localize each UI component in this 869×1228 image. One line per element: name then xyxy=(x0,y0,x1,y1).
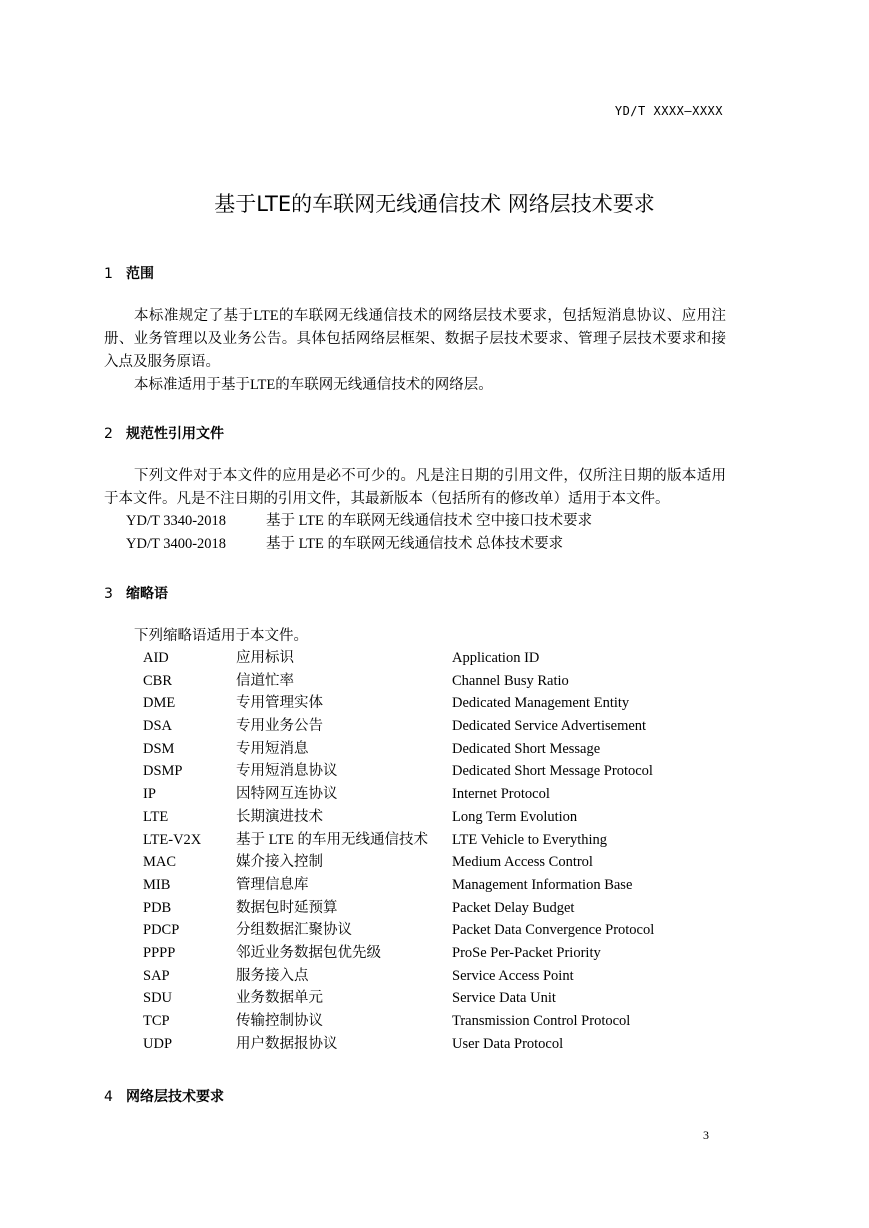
abbr-chinese: 业务数据单元 xyxy=(236,990,323,1007)
section-3-heading xyxy=(104,583,168,603)
abbr-term: DSA xyxy=(143,718,173,735)
abbr-english: ProSe Per-Packet Priority xyxy=(452,944,601,961)
abbr-chinese: 邻近业务数据包优先级 xyxy=(236,944,381,961)
reference-code: YD/T 3340-2018 xyxy=(126,513,227,529)
section-title: 缩略语 xyxy=(126,586,168,602)
abbr-english: Medium Access Control xyxy=(452,854,593,871)
abbr-chinese: 分组数据汇聚协议 xyxy=(236,922,352,939)
abbreviation-row xyxy=(143,1033,654,1056)
abbr-chinese: 管理信息库 xyxy=(236,876,309,893)
abbr-chinese: 专用业务公告 xyxy=(236,718,323,735)
abbr-chinese: 专用短消息 xyxy=(236,740,309,757)
abbreviation-row xyxy=(143,760,654,783)
section-number: 2 xyxy=(104,426,113,442)
abbr-english: Long Term Evolution xyxy=(452,808,578,825)
abbr-chinese: 服务接入点 xyxy=(236,967,309,984)
abbr-english: Dedicated Service Advertisement xyxy=(452,718,647,735)
abbr-term: AID xyxy=(143,650,169,666)
abbreviation-row xyxy=(143,829,654,852)
abbr-english: Transmission Control Protocol xyxy=(452,1013,631,1029)
abbr-english: Packet Delay Budget xyxy=(452,899,575,916)
abbreviation-row xyxy=(143,874,654,897)
abbr-chinese: 专用短消息协议 xyxy=(236,763,338,780)
reference-item xyxy=(126,533,563,556)
reference-title: 基于 LTE 的车联网无线通信技术 总体技术要求 xyxy=(266,536,564,552)
abbreviation-row xyxy=(143,851,654,874)
abbr-term: TCP xyxy=(143,1013,170,1029)
abbr-english: User Data Protocol xyxy=(452,1035,564,1052)
abbr-english: Dedicated Management Entity xyxy=(452,695,630,712)
section-2-heading xyxy=(104,423,224,443)
abbreviation-row xyxy=(143,806,654,829)
abbreviation-row xyxy=(143,738,654,761)
abbr-english: Dedicated Short Message Protocol xyxy=(452,763,653,780)
abbr-term: PDCP xyxy=(143,922,180,939)
scope-body xyxy=(104,305,726,397)
abbreviation-row xyxy=(143,987,654,1010)
abbreviation-row xyxy=(143,715,654,738)
abbr-english: Internet Protocol xyxy=(452,786,550,803)
abbreviations-table xyxy=(143,647,654,1055)
abbr-chinese: 应用标识 xyxy=(236,650,294,666)
abbreviation-row xyxy=(143,965,654,988)
abbreviation-row xyxy=(143,919,654,942)
abbreviation-row xyxy=(143,1010,654,1033)
section-1-heading xyxy=(104,263,154,283)
abbr-term: IP xyxy=(143,786,156,803)
scope-paragraph-2: 本标准适用于基于LTE的车联网无线通信技术的网络层。 xyxy=(134,377,493,393)
abbr-term: LTE xyxy=(143,808,169,825)
abbr-english: LTE Vehicle to Everything xyxy=(452,831,608,848)
abbreviation-row xyxy=(143,942,654,965)
abbr-chinese: 长期演进技术 xyxy=(236,808,323,825)
section-title: 规范性引用文件 xyxy=(126,426,224,442)
abbr-chinese: 传输控制协议 xyxy=(236,1013,323,1029)
page-number: 3 xyxy=(703,1128,709,1142)
references-intro: 下列文件对于本文件的应用是必不可少的。凡是注日期的引用文件，仅所注日期的版本适用于本文件。凡是不注日期的引用文件，其最新版本（包括所有的修改单）适用于本文件。 xyxy=(104,468,726,507)
abbr-term: MAC xyxy=(143,854,177,871)
abbr-chinese: 基于 LTE 的车用无线通信技术 xyxy=(236,831,428,848)
abbr-chinese: 数据包时延预算 xyxy=(236,899,338,916)
abbr-chinese: 信道忙率 xyxy=(236,672,294,689)
reference-title: 基于 LTE 的车联网无线通信技术 空中接口技术要求 xyxy=(266,513,593,529)
abbr-chinese: 媒介接入控制 xyxy=(236,854,323,871)
abbr-term: DSM xyxy=(143,740,175,757)
abbr-term: CBR xyxy=(143,672,173,689)
scope-paragraph-1: 本标准规定了基于LTE的车联网无线通信技术的网络层技术要求，包括短消息协议、应用注册、业务管理以及业务公告。具体包括网络层框架、数据子层技术要求、管理子层技术要求和接入点及服务原语。 xyxy=(104,308,726,370)
references-body xyxy=(104,465,726,511)
abbr-term: SDU xyxy=(143,990,173,1007)
abbr-chinese: 用户数据报协议 xyxy=(236,1035,338,1052)
section-number: 1 xyxy=(104,266,113,282)
document-title: 基于LTE的车联网无线通信技术 网络层技术要求 xyxy=(214,192,655,216)
abbr-term: LTE-V2X xyxy=(143,831,202,848)
reference-item xyxy=(126,510,592,533)
abbr-chinese: 专用管理实体 xyxy=(236,695,323,712)
abbr-term: MIB xyxy=(143,876,171,893)
abbr-english: Channel Busy Ratio xyxy=(452,672,569,689)
abbr-english: Service Data Unit xyxy=(452,990,556,1007)
section-number: 3 xyxy=(104,586,113,602)
abbr-english: Management Information Base xyxy=(452,876,633,893)
abbr-term: UDP xyxy=(143,1035,173,1052)
abbr-term: DME xyxy=(143,695,176,712)
section-title: 网络层技术要求 xyxy=(126,1089,224,1105)
reference-code: YD/T 3400-2018 xyxy=(126,536,227,552)
abbr-term: PDB xyxy=(143,899,172,916)
abbr-english: Application ID xyxy=(452,650,540,666)
document-code-header: YD/T XXXX—XXXX xyxy=(614,104,723,118)
abbreviation-row xyxy=(143,897,654,920)
abbreviation-row xyxy=(143,783,654,806)
abbr-english: Service Access Point xyxy=(452,967,574,984)
abbreviation-row xyxy=(143,692,654,715)
abbr-chinese: 因特网互连协议 xyxy=(236,786,338,803)
abbreviations-intro: 下列缩略语适用于本文件。 xyxy=(134,628,308,644)
section-4-heading xyxy=(104,1086,224,1106)
abbr-term: SAP xyxy=(143,967,170,984)
abbr-term: DSMP xyxy=(143,763,183,780)
section-number: 4 xyxy=(104,1089,113,1105)
abbreviation-row xyxy=(143,670,654,693)
abbr-term: PPPP xyxy=(143,944,176,961)
abbreviation-row xyxy=(143,647,654,670)
section-title: 范围 xyxy=(126,266,154,282)
abbr-english: Dedicated Short Message xyxy=(452,740,601,757)
abbr-english: Packet Data Convergence Protocol xyxy=(452,922,655,939)
